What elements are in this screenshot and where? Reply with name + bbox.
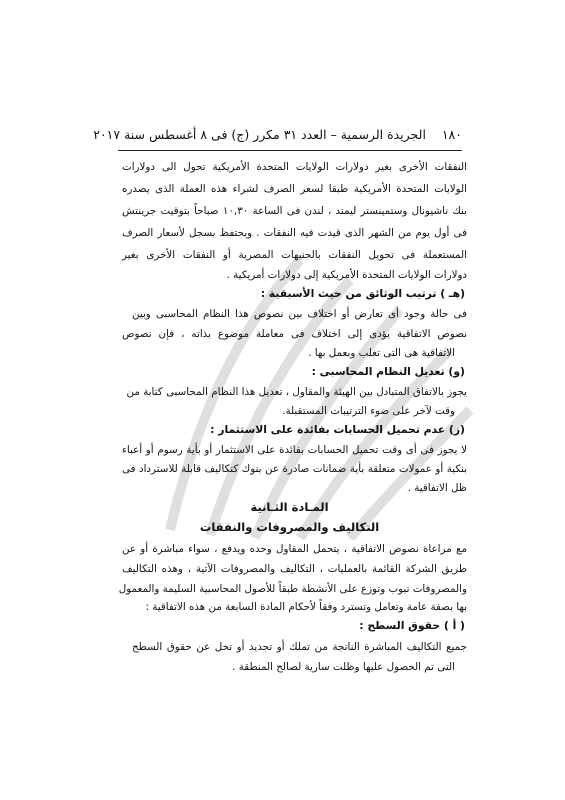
section-heading: ( أ ) حقوق السطح : xyxy=(359,619,465,632)
text-line: النفقات الأخرى بغير دولارات الولايات المتحدة الأمريكية تحول الى دولارات xyxy=(122,161,467,173)
text-line: لا يجوز فى أى وقت تحميل الحسابات بفائدة على الاستثمار أو بأية رسوم أو أعباء xyxy=(122,444,467,456)
text-line: التى تم الحصول عليها وظلت سارية لصالح المنطقة . xyxy=(232,661,455,673)
text-line: دولارات الولايات المتحدة الأمريكية إلى دولارات أمريكية . xyxy=(226,269,467,281)
text-line: يجوز بالاتفاق المتبادل بين الهيئة والمقاول ، تعديل هذا النظام المحاسبى كتابة من xyxy=(126,386,467,398)
text-line: والمصروفات تبوب وتوزع على الأنشطة طبقاً للأصول المحاسبية السليمة والمعمول xyxy=(118,583,467,595)
text-line: وقت لآخر على ضوء الترتيبات المستقبلة. xyxy=(282,405,455,417)
text-line: ظل الاتفاقية . xyxy=(407,482,467,494)
text-line: المستعملة فى تحويل النفقات بالجنيهات المصرية أو النفقات الأخرى بغير xyxy=(122,249,467,261)
text-line: نصوص الاتفاقية يؤدى إلى اختلاف فى معاملة موضوع بذاته ، فإن نصوص xyxy=(122,328,467,340)
text-line: الاتفاقية هى التى تغلب وبعمل بها . xyxy=(308,347,455,359)
text-line: بها بصفة عامة وتعامل وتسترد وفقاً لأحكام المادة السابعة من هذه الاتفاقية : xyxy=(145,601,467,613)
text-line: فى حالة وجود أى تعارض أو اختلاف بين نصوص هذا النظام المحاسبى وبين xyxy=(132,308,467,320)
page-number: ١٨٠ xyxy=(441,127,462,142)
text-line: فى أول يوم من الشهر الذى قيدت فيه النفقات . ويحتفظ بسجل لأسعار الصرف xyxy=(122,227,467,239)
text-line: مع مراعاة نصوص الاتفاقية ، يتحمل المقاول وحده ويدفع ، سواء مباشرة أو عن xyxy=(122,543,467,555)
text-line: الولايات المتحدة الأمريكية طبقا لسعر الصرف لشراء هذه العملة الذى يصدره xyxy=(122,183,467,195)
page-body xyxy=(112,0,467,800)
section-heading: (و) تعديل النظام المحاسبى : xyxy=(311,365,465,378)
section-heading: (هـ ) ترتيب الوثائق من حيث الأسبقية : xyxy=(260,287,465,300)
text-line: جميع التكاليف المباشرة الناتجة من تملك أو تجديد أو تخل عن حقوق السطح xyxy=(132,641,467,653)
text-line: طريق الشركة القائمة بالعمليات ، التكاليف والمصروفات الآتية ، وهذه التكاليف xyxy=(122,563,467,575)
text-line: بنك ناشيونال وستمينستر ليمتد ، لندن فى الساعة ١٠,٣٠ صباحاً بتوقيت جرينتش xyxy=(122,205,468,217)
text-line: بنكية أو عمولات متعلقة بأية ضمانات صادرة عن بنوك كتكاليف قابلة للاسترداد فى xyxy=(122,463,467,475)
gazette-title: الجريدة الرسمية – العدد ٣١ مكرر (ج) فى ٨ أغسطس سنة ٢٠١٧ xyxy=(93,127,426,142)
article-title: المـادة الثـانية xyxy=(250,500,329,514)
section-heading: (ز) عدم تحميل الحسابات بفائدة على الاستثمار : xyxy=(210,423,465,436)
article-subtitle: التكاليف والمصروفات والنفقات xyxy=(199,520,380,534)
